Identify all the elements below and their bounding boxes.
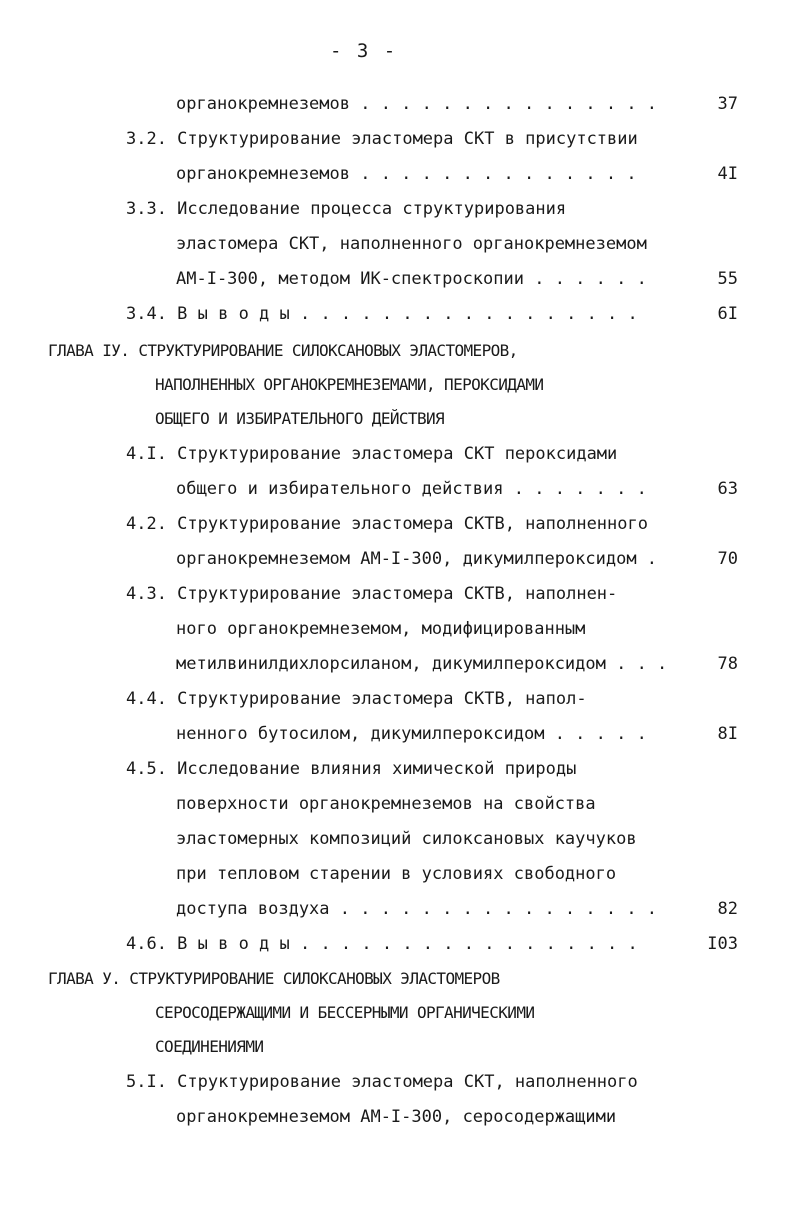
toc-line: общего и избирательного действия . . . . . . . <box>176 479 647 499</box>
toc-line: 4.I. Структурирование эластомера СКТ пероксидами <box>126 444 618 464</box>
toc-line: 3.4. В ы в о д ы . . . . . . . . . . . . . . . . . <box>126 304 638 324</box>
toc-line: 4.4. Структурирование эластомера СКТВ, напол- <box>126 689 587 709</box>
toc-line: 3.3. Исследование процесса структурирования <box>126 199 567 219</box>
toc-line: 4.6. В ы в о д ы . . . . . . . . . . . . . . . . . <box>126 934 638 954</box>
toc-page: 63 <box>717 479 738 499</box>
toc-line: эластомера СКТ, наполненного органокремнеземом <box>176 234 647 254</box>
toc-line: 4.3. Структурирование эластомера СКТВ, наполнен- <box>126 584 618 604</box>
page-number: - 3 - <box>330 40 398 62</box>
toc-line: 5.I. Структурирование эластомера СКТ, наполненного <box>126 1072 638 1092</box>
chapter-heading: СОЕДИНЕНИЯМИ <box>155 1037 264 1056</box>
toc-page: 8I <box>717 724 738 744</box>
toc-line: ненного бутосилом, дикумилпероксидом . . . . . <box>176 724 647 744</box>
toc-line: при тепловом старении в условиях свободного <box>176 864 617 884</box>
chapter-heading: СЕРОСОДЕРЖАЩИМИ И БЕССЕРНЫМИ ОРГАНИЧЕСКИМИ <box>155 1003 535 1022</box>
toc-line: АМ-I-300, методом ИК-спектроскопии . . . . . . <box>176 269 647 289</box>
chapter-heading: ОБЩЕГО И ИЗБИРАТЕЛЬНОГО ДЕЙСТВИЯ <box>155 409 445 428</box>
toc-line: метилвинилдихлорсиланом, дикумилпероксидом . . . <box>176 654 668 674</box>
toc-line: доступа воздуха . . . . . . . . . . . . . . . . <box>176 899 658 919</box>
toc-page: 4I <box>717 164 738 184</box>
toc-page: 70 <box>717 549 738 569</box>
toc-line: 3.2. Структурирование эластомера СКТ в присутствии <box>126 129 638 149</box>
toc-page: 55 <box>717 269 738 289</box>
toc-line: 4.2. Структурирование эластомера СКТВ, наполненного <box>126 514 648 534</box>
toc-line: органокремнеземов . . . . . . . . . . . . . . . <box>176 94 658 114</box>
toc-line: органокремнеземом АМ-I-300, дикумилпероксидом . <box>176 549 658 569</box>
toc-line: поверхности органокремнеземов на свойства <box>176 794 596 814</box>
toc-line: органокремнеземов . . . . . . . . . . . . . . <box>176 164 637 184</box>
toc-line: органокремнеземом АМ-I-300, серосодержащими <box>176 1107 617 1127</box>
toc-line: эластомерных композиций силоксановых каучуков <box>176 829 637 849</box>
toc-page: 78 <box>717 654 738 674</box>
toc-line: ного органокремнеземом, модифицированным <box>176 619 586 639</box>
toc-page: 82 <box>717 899 738 919</box>
chapter-heading: ГЛАВА У. СТРУКТУРИРОВАНИЕ СИЛОКСАНОВЫХ ЭЛАСТОМЕРОВ <box>48 969 500 988</box>
toc-page: 6I <box>717 304 738 324</box>
chapter-heading: ГЛАВА IУ. СТРУКТУРИРОВАНИЕ СИЛОКСАНОВЫХ ЭЛАСТОМЕРОВ, <box>48 341 518 360</box>
toc-page: I03 <box>707 934 738 954</box>
toc-line: 4.5. Исследование влияния химической природы <box>126 759 577 779</box>
chapter-heading: НАПОЛНЕННЫХ ОРГАНОКРЕМНЕЗЕМАМИ, ПЕРОКСИДАМИ <box>155 375 544 394</box>
toc-page: 37 <box>717 94 738 114</box>
